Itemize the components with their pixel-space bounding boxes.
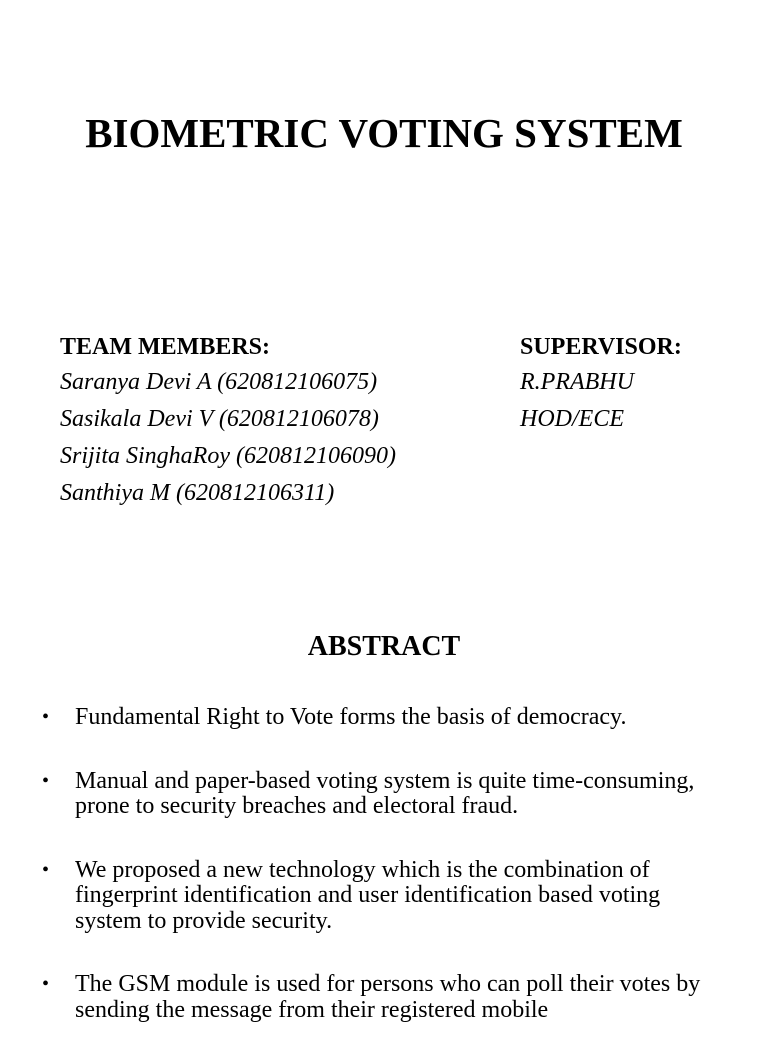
team-member: Sasikala Devi V (620812106078)	[60, 406, 379, 432]
abstract-bullet-text: Manual and paper-based voting system is quite time-consuming, prone to security breaches and electoral fraud.	[75, 767, 695, 819]
abstract-bullet	[0, 705, 768, 731]
abstract-bullet-list	[0, 705, 768, 1061]
abstract-heading: ABSTRACT	[307, 631, 461, 662]
team-member: Saranya Devi A (620812106075)	[60, 369, 378, 395]
abstract-bullet	[0, 972, 768, 1023]
abstract-bullet	[0, 858, 768, 935]
team-members-heading: TEAM MEMBERS:	[60, 334, 270, 360]
supervisor-designation: HOD/ECE	[520, 406, 624, 432]
abstract-bullet	[0, 769, 768, 820]
bullet-marker: •	[42, 858, 50, 881]
abstract-bullet-text: We proposed a new technology which is the combination of fingerprint identification and user identification based voting system to provide security.	[75, 856, 661, 934]
abstract-bullet-text: The GSM module is used for persons who can poll their votes by sending the message from their registered mobile	[75, 971, 701, 1023]
supervisor-heading: SUPERVISOR:	[520, 334, 682, 360]
bullet-marker: •	[42, 706, 50, 728]
team-members-section	[60, 332, 396, 512]
team-member: Srijita SinghaRoy (620812106090)	[60, 443, 396, 469]
team-member: Santhiya M (620812106311)	[60, 480, 335, 506]
supervisor-name: R.PRABHU	[520, 369, 634, 395]
bullet-marker: •	[42, 769, 50, 792]
supervisor-section	[520, 332, 682, 438]
slide-title: BIOMETRIC VOTING SYSTEM	[85, 110, 683, 156]
abstract-bullet-text: Fundamental Right to Vote forms the basis of democracy.	[75, 704, 627, 730]
bullet-marker: •	[42, 973, 50, 995]
